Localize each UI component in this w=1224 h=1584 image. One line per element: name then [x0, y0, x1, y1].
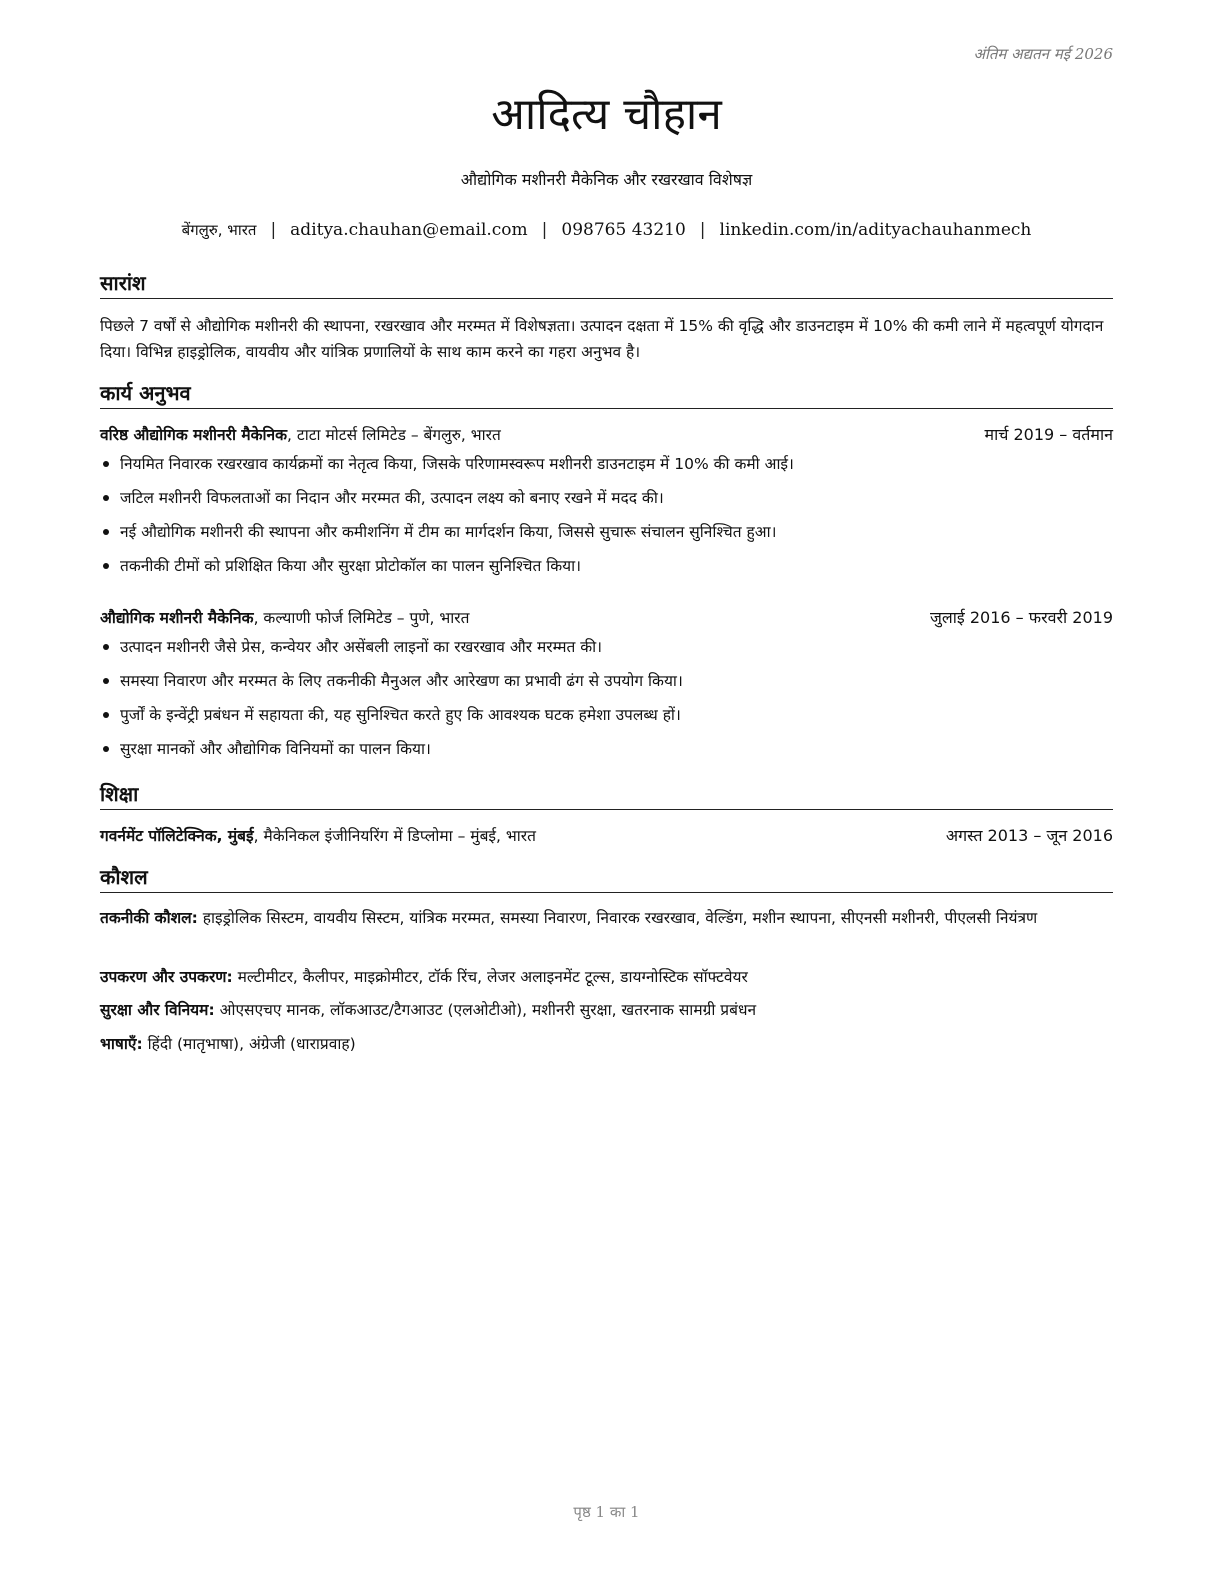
- list-item: सुरक्षा मानकों और औद्योगिक विनियमों का पालन किया।: [100, 737, 1113, 771]
- contact-separator: |: [541, 220, 548, 240]
- bullet-icon: [103, 678, 109, 684]
- job-header: [100, 606, 1113, 630]
- contact-separator: |: [699, 220, 706, 240]
- bullet-icon: [103, 529, 109, 535]
- list-item: उत्पादन मशीनरी जैसे प्रेस, कन्वेयर और असेंबली लाइनों का रखरखाव और मरम्मत की।: [100, 635, 1113, 669]
- list-item: तकनीकी टीमों को प्रशिक्षित किया और सुरक्षा प्रोटोकॉल का पालन सुनिश्चित किया।: [100, 554, 1113, 588]
- last-updated-note: अंतिम अद्यतन मई 2026: [973, 45, 1113, 63]
- education-entry: [100, 824, 1113, 848]
- bullet-icon: [103, 746, 109, 752]
- list-item: नई औद्योगिक मशीनरी की स्थापना और कमीशनिंग में टीम का मार्गदर्शन किया, जिससे सुचारू संचालन सुनिश्चित हुआ।: [100, 520, 1113, 554]
- skill-row-technical: तकनीकी कौशल: हाइड्रोलिक सिस्टम, वायवीय सिस्टम, यांत्रिक मरम्मत, समस्या निवारण, निवारक रखरखाव, वेल्डिंग, मशीन स्थापना, सीएनसी मशीनरी, पीएलसी नियंत्रण: [100, 909, 1038, 927]
- skill-row-safety: सुरक्षा और विनियम: ओएसएचए मानक, लॉकआउट/टैगआउट (एलओटीओ), मशीनरी सुरक्षा, खतरनाक सामग्री प्रबंधन: [100, 1001, 757, 1019]
- job-dates: मार्च 2019 – वर्तमान: [984, 425, 1113, 444]
- job-header: [100, 423, 1113, 447]
- page-number: पृष्ठ 1 का 1: [573, 1503, 640, 1521]
- candidate-headline: औद्योगिक मशीनरी मैकेनिक और रखरखाव विशेषज्ञ: [460, 170, 753, 189]
- candidate-name: आदित्य चौहान: [491, 89, 722, 140]
- job-company: , कल्याणी फोर्ज लिमिटेड – पुणे, भारत: [253, 609, 470, 627]
- summary-text: पिछले 7 वर्षों से औद्योगिक मशीनरी की स्थापना, रखरखाव और मरम्मत में विशेषज्ञता। उत्पादन दक्षता में 15% की वृद्धि और डाउनटाइम में 10% की कमी लाने में महत्वपूर्ण योगदान दिया। विभिन्न हाइड्रोलिक, वायवीय और यांत्रिक प्रणालियों के साथ काम करने का गहरा अनुभव है।: [100, 317, 1104, 361]
- list-item: जटिल मशीनरी विफलताओं का निदान और मरम्मत की, उत्पादन लक्ष्य को बनाए रखने में मदद की।: [100, 486, 1113, 520]
- contact-phone[interactable]: 098765 43210: [561, 220, 686, 240]
- bullet-icon: [103, 563, 109, 569]
- skill-row-tools: उपकरण और उपकरण: मल्टीमीटर, कैलीपर, माइक्रोमीटर, टॉर्क रिंच, लेजर अलाइनमेंट टूल्स, डायग्नोस्टिक सॉफ्टवेयर: [100, 968, 748, 986]
- education-dates: अगस्त 2013 – जून 2016: [945, 826, 1113, 845]
- section-heading-experience: कार्य अनुभव: [100, 380, 1113, 409]
- contact-separator: |: [270, 220, 277, 240]
- bullet-icon: [103, 461, 109, 467]
- section-heading-summary: सारांश: [100, 270, 1113, 299]
- job-title: वरिष्ठ औद्योगिक मशीनरी मैकेनिक: [100, 426, 288, 444]
- contact-email[interactable]: aditya.chauhan@email.com: [290, 220, 528, 240]
- list-item: समस्या निवारण और मरम्मत के लिए तकनीकी मैनुअल और आरेखण का प्रभावी ढंग से उपयोग किया।: [100, 669, 1113, 703]
- education-institution: गवर्नमेंट पॉलिटेक्निक, मुंबई: [100, 827, 254, 845]
- list-item: नियमित निवारक रखरखाव कार्यक्रमों का नेतृत्व किया, जिसके परिणामस्वरूप मशीनरी डाउनटाइम में 10% की कमी आई।: [100, 452, 1113, 486]
- education-details: , मैकेनिकल इंजीनियरिंग में डिप्लोमा – मुंबई, भारत: [253, 827, 536, 845]
- section-heading-skills: कौशल: [100, 864, 1113, 893]
- resume-page: [100, 0, 1113, 1584]
- skill-row-languages: भाषाएँ: हिंदी (मातृभाषा), अंग्रेजी (धाराप्रवाह): [100, 1035, 356, 1053]
- job-dates: जुलाई 2016 – फरवरी 2019: [930, 608, 1113, 627]
- job-company: , टाटा मोटर्स लिमिटेड – बेंगलुरु, भारत: [287, 426, 501, 444]
- bullet-icon: [103, 495, 109, 501]
- contact-line: [100, 220, 1113, 240]
- list-item: पुर्जों के इन्वेंट्री प्रबंधन में सहायता की, यह सुनिश्चित करते हुए कि आवश्यक घटक हमेशा उपलब्ध हों।: [100, 703, 1113, 737]
- section-heading-education: शिक्षा: [100, 781, 1113, 810]
- contact-location: बेंगलुरु, भारत: [181, 221, 257, 239]
- job-bullet-list: [100, 635, 1113, 771]
- contact-linkedin[interactable]: linkedin.com/in/adityachauhanmech: [719, 220, 1032, 240]
- bullet-icon: [103, 712, 109, 718]
- bullet-icon: [103, 644, 109, 650]
- job-title: औद्योगिक मशीनरी मैकेनिक: [100, 609, 254, 627]
- job-bullet-list: [100, 452, 1113, 588]
